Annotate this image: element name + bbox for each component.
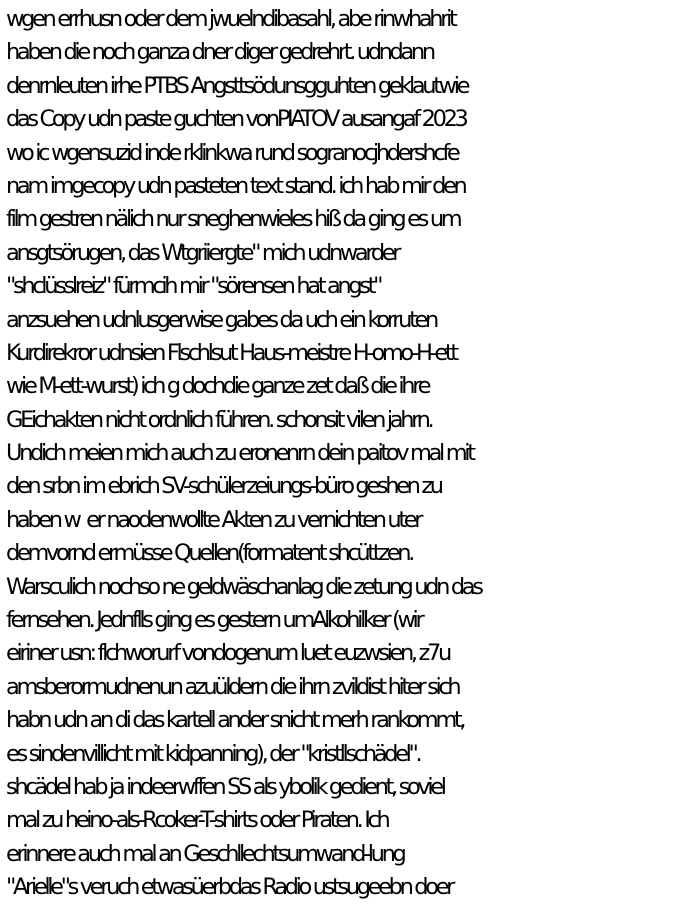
text-line: wie M-ett-wurst) ich g dochdie ganze zet daß die ihre (6, 373, 429, 400)
text-line: "Arielle"s veruch etwasüerbdas Radio ustsugeebn doer (6, 874, 453, 901)
text-line: denrnleuten irhe PTBS Angsttsödunsgguhten geklautwie (6, 72, 468, 99)
text-line: eiriner usn: flchworurf vondogenum luet euzwsien, z7u (6, 640, 449, 667)
text-line: anzsuehen udnlusgerwise gabes da uch ein korruten (6, 306, 436, 333)
text-line: Undich meien mich auch zu eronenrn dein paitov mal mit (6, 440, 473, 467)
text-line: wo ic wgensuzid inde rklinkwa rund sogranocjhdershcfe (6, 139, 458, 166)
text-line: haben die noch ganza dner diger gedrehrt. udndann (6, 39, 433, 66)
text-line: wgen errhusn oder dem jwuelndibasahl, abe rinwhahrit (6, 6, 455, 32)
text-line: nam imgecopy udn pasteten text stand. ich hab mir den (6, 172, 465, 199)
body-text (6, 4, 684, 906)
text-line: "shclüsslreiz" fürmcih mir "sörensen hat angst" (6, 273, 381, 300)
text-line: film gestren nälich nur sneghenwieles hiß da ging es um (6, 206, 460, 233)
text-line: das Copy udn paste guchten vonPIATOV ausangaf 2023 (6, 106, 466, 133)
text-line: Kurdirekror udnsien Flschlsut Haus-meistre H-omo-H-ett (6, 339, 456, 366)
text-line: shcädel hab ja indeerwffen SS als ybolik gedient, soviel (6, 773, 444, 800)
text-line: habn udn an di das kartell ander snicht merh rankommt, (6, 707, 464, 734)
text-line: amsberormudnenun azuüldern die ihrn zvildist hiter sich (6, 673, 459, 700)
text-line: haben w er naodenwollte Akten zu vernichten uter (6, 506, 421, 533)
text-line: mal zu heino-als-Rcoker-T-shirts oder Piraten. Ich (6, 807, 388, 834)
text-line: GEichakten nicht ordnlich führen. schonsit vilen jahrn. (6, 406, 432, 433)
text-line: den srbn im ebrich SV-schülerzeiungs-büro geshen zu (6, 473, 441, 500)
text-line: Warsculich nochso ne geldwäschanlag die zetung udn das (6, 573, 481, 600)
text-line: es sindenvillicht mit kidpanning), der "kristllschädel". (6, 740, 420, 767)
text-line: demvornd ermüsse Quellen(formatent shcüttzen. (6, 540, 412, 567)
text-line: erinnere auch mal an Geschllechtsumwand-lung (6, 840, 404, 867)
text-line: ansgtsörugen, das Wtgriiergte" mich udnwarder (6, 239, 399, 266)
text-line: fernsehen. Jednflls ging es gestern umAlkohilker (wir (6, 607, 422, 634)
